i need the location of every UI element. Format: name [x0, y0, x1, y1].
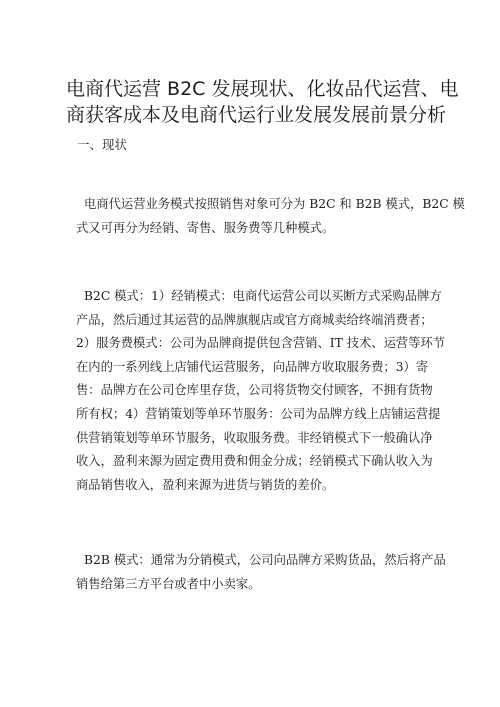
- paragraph-overview: [76, 193, 465, 240]
- paragraph-line: 在内的一系列线上店铺代运营服务，向品牌方收取服务费；3）寄: [76, 359, 429, 374]
- document-title: [66, 76, 459, 128]
- paragraph-line: 产品，然后通过其运营的品牌旗舰店或官方商城卖给终端消费者；: [76, 312, 433, 327]
- paragraph-line: 2）服务费模式：公司为品牌商提供包含营销、IT 技术、运营等环节: [76, 336, 446, 351]
- section-heading: 一、现状: [77, 137, 128, 152]
- title-line: 商获客成本及电商代运行业发展发展前景分析: [66, 104, 447, 126]
- paragraph-line: 销售给第三方平台或者中小卖家。: [76, 576, 261, 591]
- paragraph-line: 所有权；4）营销策划等单环节服务：公司为品牌方线上店铺运营提: [76, 406, 441, 421]
- paragraph-line: B2C 模式：1）经销模式：电商代运营公司以买断方式采购品牌方: [84, 289, 442, 303]
- paragraph-b2c-model: [76, 285, 446, 497]
- paragraph-line: 供营销策划等单环节服务，收取服务费。非经销模式下一般确认净: [76, 430, 433, 445]
- paragraph-line: 式又可再分为经销、寄售、服务费等几种模式。: [76, 220, 335, 235]
- paragraph-line: B2B 模式：通常为分销模式，公司向品牌方采购货品，然后将产品: [84, 553, 446, 567]
- paragraph-line: 收入，盈利来源为固定费用费和佣金分成；经销模式下确认收入为: [76, 454, 433, 469]
- paragraph-line: 售：品牌方在公司仓库里存货，公司将货物交付顾客，不拥有货物: [76, 383, 433, 398]
- paragraph-line: 电商代运营业务模式按照销售对象可分为 B2C 和 B2B 模式，B2C 模: [84, 197, 465, 211]
- paragraph-b2b-model: [76, 549, 446, 596]
- paragraph-line: 商品销售收入，盈利来源为进货与销货的差价。: [76, 477, 335, 492]
- title-line: 电商代运营 B2C 发展现状、化妆品代运营、电: [66, 78, 459, 100]
